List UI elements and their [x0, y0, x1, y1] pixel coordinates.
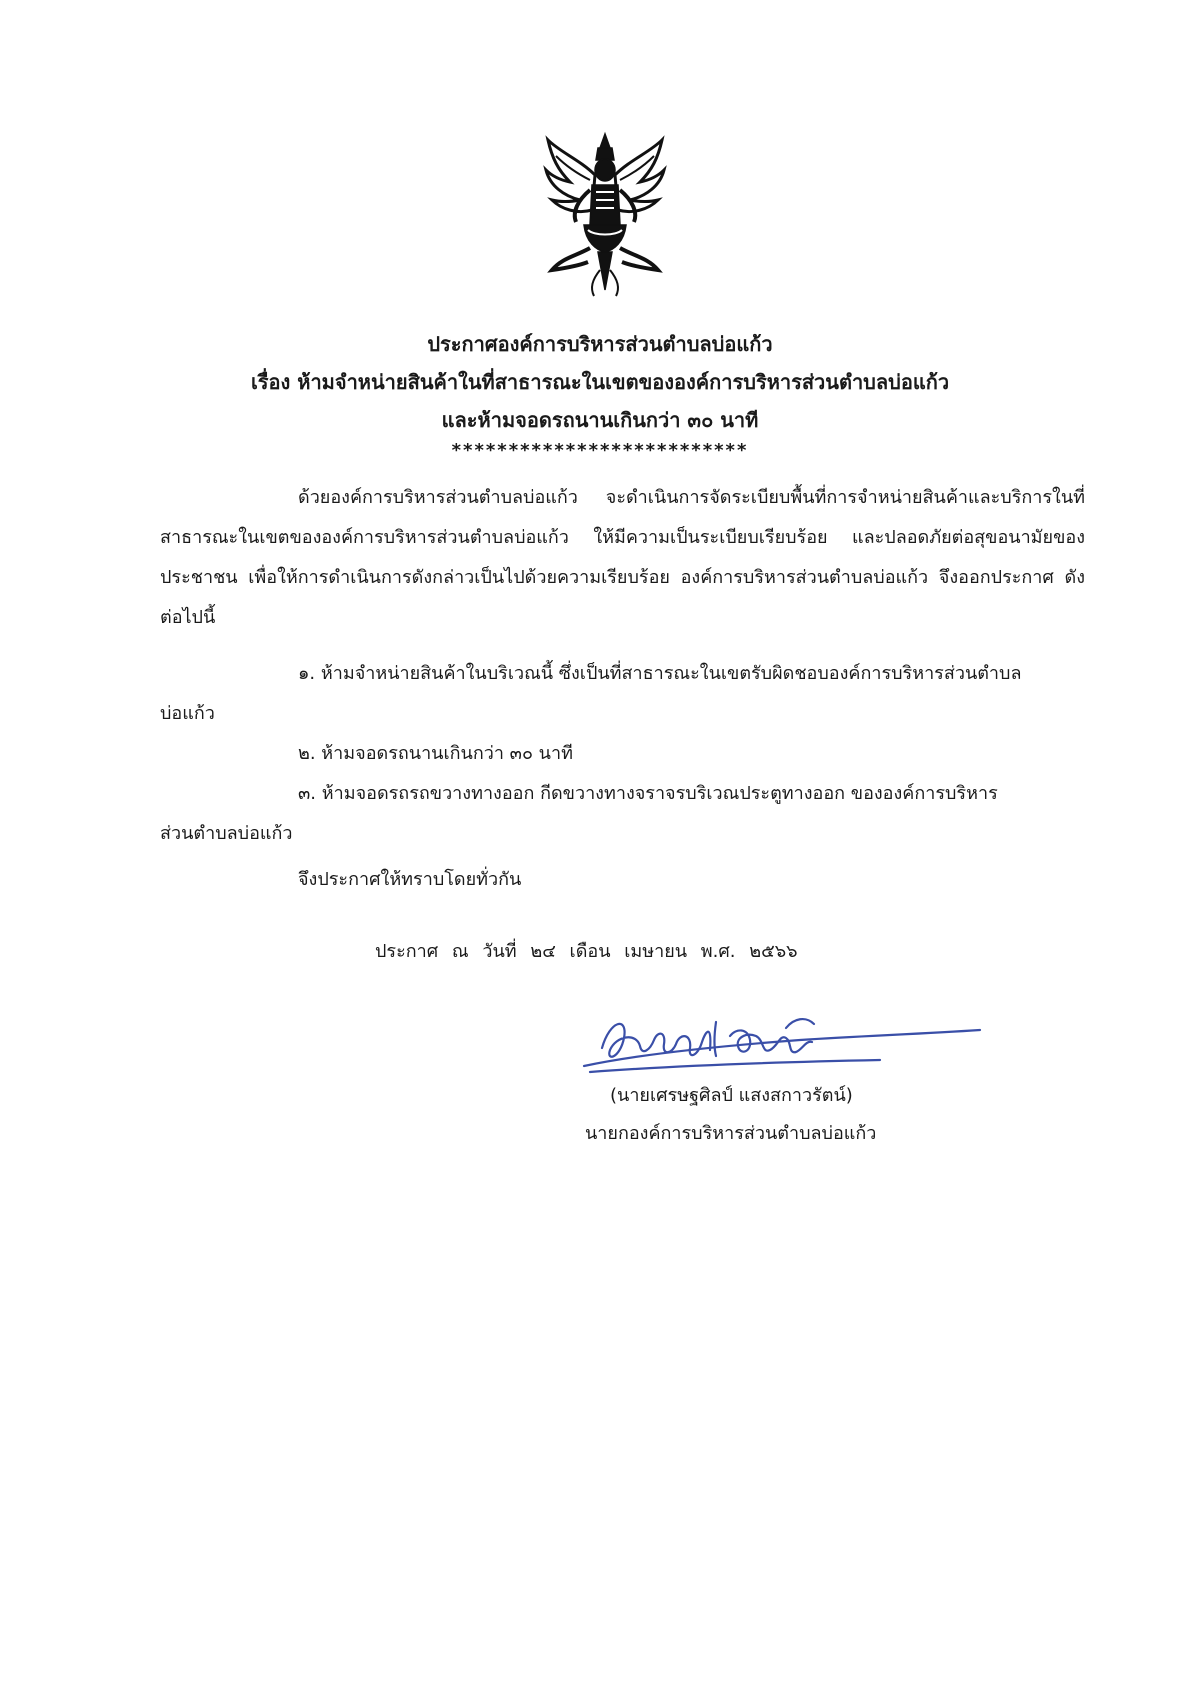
garuda-emblem-icon [540, 130, 670, 300]
handwritten-signature [580, 1010, 1000, 1090]
signatory-name: (นายเศรษฐศิลป์ แสงสกาวรัตน์) [610, 1085, 853, 1106]
signatory-position: นายกองค์การบริหารส่วนตำบลบ่อแก้ว [585, 1123, 877, 1144]
intro-paragraph: ด้วยองค์การบริหารส่วนตำบลบ่อแก้ว จะดำเนินการจัดระเบียบพื้นที่การจำหน่ายสินค้าและบริการในที่สาธารณะในเขตขององค์การบริหารส่วนตำบลบ่อแก้ว ให้มีความเป็นระเบียบเรียบร้อย และปลอดภัยต่อสุขอนามัยของประชาชน เพื่อให้การดำเนินการดังกล่าวเป็นไปด้วยความเรียบร้อย องค์การบริหารส่วนตำบลบ่อแก้ว จึงออกประกาศ ดังต่อไปนี้ [160, 487, 1085, 628]
subject-line: เรื่อง ห้ามจำหน่ายสินค้าในที่สาธารณะในเขตขององค์การบริหารส่วนตำบลบ่อแก้ว [250, 370, 950, 394]
rule-item-2 [160, 734, 1085, 774]
announcement-date: ประกาศ ณ วันที่ ๒๔ เดือน เมษายน พ.ศ. ๒๕๖๖ [375, 941, 798, 962]
closing-statement: จึงประกาศให้ทราบโดยทั่วกัน [298, 869, 522, 890]
subject-line-continuation: และห้ามจอดรถนานเกินกว่า ๓๐ นาที [441, 408, 759, 432]
rule-item-text: ๑. ห้ามจำหน่ายสินค้าในบริเวณนี้ ซึ่งเป็นที่สาธารณะในเขตรับผิดชอบองค์การบริหารส่วนตำบล [298, 663, 1022, 684]
announcement-body [160, 478, 1085, 854]
rule-item-continuation: ส่วนตำบลบ่อแก้ว [160, 823, 293, 844]
rule-item-1 [160, 654, 1085, 734]
rule-item-3 [160, 774, 1085, 854]
separator-stars: ************************** [451, 440, 749, 461]
rule-item-text: ๒. ห้ามจอดรถนานเกินกว่า ๓๐ นาที [298, 743, 573, 764]
rule-item-text: ๓. ห้ามจอดรถรถขวางทางออก กีดขวางทางจราจรบริเวณประตูทางออก ขององค์การบริหาร [298, 783, 998, 804]
rule-item-continuation: บ่อแก้ว [160, 703, 215, 724]
announcement-title: ประกาศองค์การบริหารส่วนตำบลบ่อแก้ว [427, 332, 773, 356]
